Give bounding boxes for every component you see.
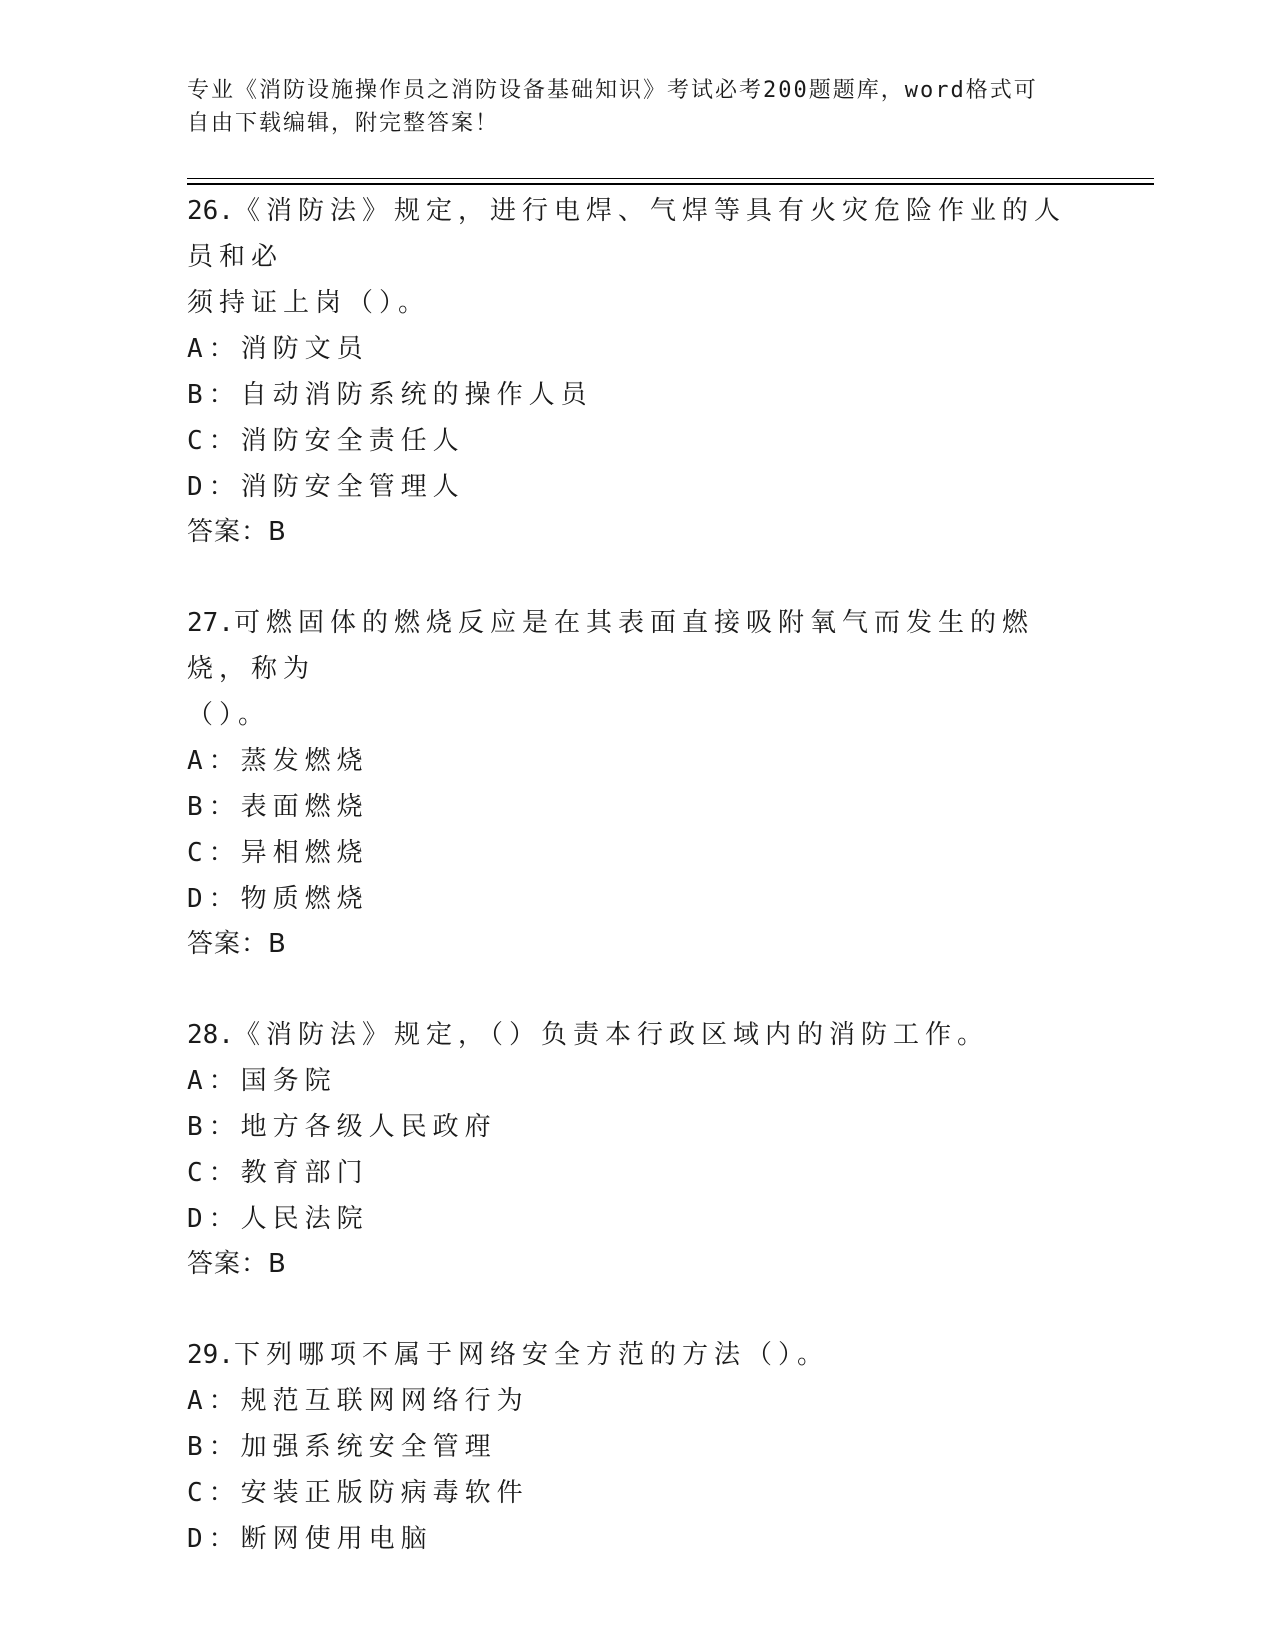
answer-line: 答案：B	[187, 1249, 287, 1279]
question-stem-line-1: 下列哪项不属于网络安全方范的方法（）。	[233, 1340, 829, 1370]
question-stem-line-1: 可燃固体的燃烧反应是在其表面直接吸附氧气而发生的燃烧，称为	[187, 608, 1034, 684]
option-b: B：自动消防系统的操作人员	[187, 380, 593, 410]
question-stem-line-1: 《消防法》规定，进行电焊、气焊等具有火灾危险作业的人员和必	[187, 196, 1066, 272]
question-stem	[187, 1332, 1087, 1378]
answer-line: 答案：B	[187, 517, 287, 547]
option-a: A：消防文员	[187, 334, 369, 364]
question-number: 29.	[187, 1340, 234, 1370]
option-a: A：规范互联网网络行为	[187, 1386, 529, 1416]
option-b: B：地方各级人民政府	[187, 1112, 497, 1142]
question-list	[187, 188, 1087, 1607]
option-c: C：安装正版防病毒软件	[187, 1478, 529, 1508]
option-b: B：加强系统安全管理	[187, 1432, 497, 1462]
option-c: C：异相燃烧	[187, 838, 369, 868]
question-number: 27.	[187, 608, 234, 638]
question-stem	[187, 188, 1087, 280]
header-line-2: 自由下载编辑，附完整答案！	[187, 111, 500, 136]
question-stem	[187, 600, 1087, 692]
answer-line: 答案：B	[187, 929, 287, 959]
header-divider-thick	[187, 183, 1154, 185]
option-d: D：断网使用电脑	[187, 1524, 433, 1554]
option-d: D：消防安全管理人	[187, 472, 465, 502]
question-number: 26.	[187, 196, 234, 226]
option-d: D：物质燃烧	[187, 884, 369, 914]
question-number: 28.	[187, 1020, 234, 1050]
question-stem-line-2: 须持证上岗（）。	[187, 288, 431, 318]
document-header	[187, 74, 1087, 140]
option-c: C：教育部门	[187, 1158, 369, 1188]
option-a: A：蒸发燃烧	[187, 746, 369, 776]
option-d: D：人民法院	[187, 1204, 369, 1234]
question-27	[187, 600, 1087, 967]
header-divider-thin	[187, 178, 1154, 179]
question-29	[187, 1332, 1087, 1562]
header-line-1: 专业《消防设施操作员之消防设备基础知识》考试必考200题题库，word格式可	[187, 78, 1038, 103]
question-stem-line-1: 《消防法》规定，（）负责本行政区域内的消防工作。	[233, 1020, 989, 1050]
option-c: C：消防安全责任人	[187, 426, 465, 456]
question-28	[187, 1012, 1087, 1287]
question-stem	[187, 1012, 1087, 1058]
option-a: A：国务院	[187, 1066, 337, 1096]
question-26	[187, 188, 1087, 555]
question-stem-line-2: （）。	[187, 700, 271, 730]
option-b: B：表面燃烧	[187, 792, 369, 822]
